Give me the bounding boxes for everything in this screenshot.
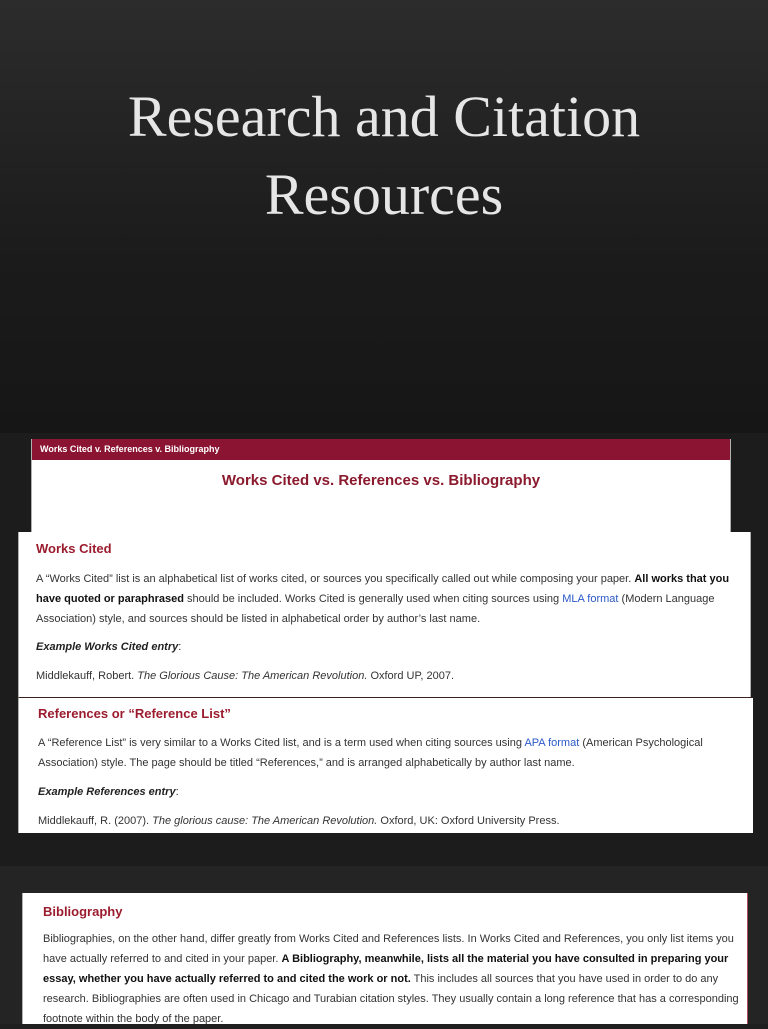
apa-format-link[interactable]: APA format: [524, 737, 580, 749]
works-cited-card: [18, 532, 751, 697]
bold-text: All works that you have quoted or paraphrased: [36, 573, 730, 605]
works-cited-example-entry: [36, 670, 742, 682]
example-label-text: Example Works Cited entry: [36, 641, 179, 653]
works-cited-description: [36, 569, 742, 629]
bibliography-heading: Bibliography: [43, 904, 123, 919]
references-example-label: [38, 786, 745, 798]
colon: :: [178, 641, 182, 653]
references-card: [18, 697, 753, 833]
references-description: [38, 733, 745, 773]
text-segment: A “Works Cited” list is an alphabetical list of works cited, or sources you specifically called out while composing your paper.: [36, 573, 635, 585]
slide-title-line-2: Resources: [264, 162, 504, 227]
slide-title-line-1: Research and Citation: [127, 84, 641, 149]
title-slide: [0, 0, 768, 433]
text-segment: (Modern Language Association) style, and sources should be listed in alphabetical order by author’s last name.: [36, 593, 715, 625]
article-header-card: [31, 439, 731, 534]
article-heading: Works Cited vs. References vs. Bibliography: [221, 472, 541, 489]
text-segment: Oxford UP, 2007.: [367, 670, 455, 682]
bibliography-card: [22, 893, 748, 1024]
text-segment: Middlekauff, Robert.: [36, 670, 138, 682]
article-header-bar: Works Cited v. References v. Bibliography: [32, 439, 730, 460]
italic-title: The glorious cause: The American Revolution.: [152, 815, 378, 827]
works-cited-example-label: [36, 641, 742, 653]
text-segment: Bibliographies, on the other hand, differ greatly from Works Cited and References lists. In Works Cited and References, you only list items you have actually referred to and cited in your paper.: [43, 933, 734, 965]
bibliography-description: [43, 929, 739, 1029]
text-segment: Oxford, UK: Oxford University Press.: [377, 815, 560, 827]
text-segment: Middlekauff, R. (2007).: [38, 815, 153, 827]
references-example-entry: [38, 815, 745, 827]
references-heading: References or “Reference List”: [38, 706, 231, 721]
italic-title: The Glorious Cause: The American Revolution.: [137, 670, 368, 682]
bold-text: A Bibliography, meanwhile, lists all the material you have consulted in preparing your essay, whether you have actually referred to and cited the work or not.: [43, 953, 729, 985]
text-segment: A “Reference List” is very similar to a Works Cited list, and is a term used when citing sources using: [38, 737, 525, 749]
works-cited-heading: Works Cited: [36, 541, 112, 556]
slide-title: [0, 78, 768, 234]
text-segment: (American Psychological Association) style. The page should be titled “References,” and is arranged alphabetically by author last name.: [38, 737, 703, 769]
mla-format-link[interactable]: MLA format: [562, 593, 619, 605]
example-label-text: Example References entry: [38, 786, 176, 798]
colon: :: [175, 786, 179, 798]
text-segment: should be included. Works Cited is generally used when citing sources using: [183, 593, 563, 605]
text-segment: This includes all sources that you have used in order to do any research. Bibliographies are often used in Chicago and Turabian citation styles. They usually contain a long reference that has a corresponding footnote within the body of the paper.: [43, 973, 739, 1025]
